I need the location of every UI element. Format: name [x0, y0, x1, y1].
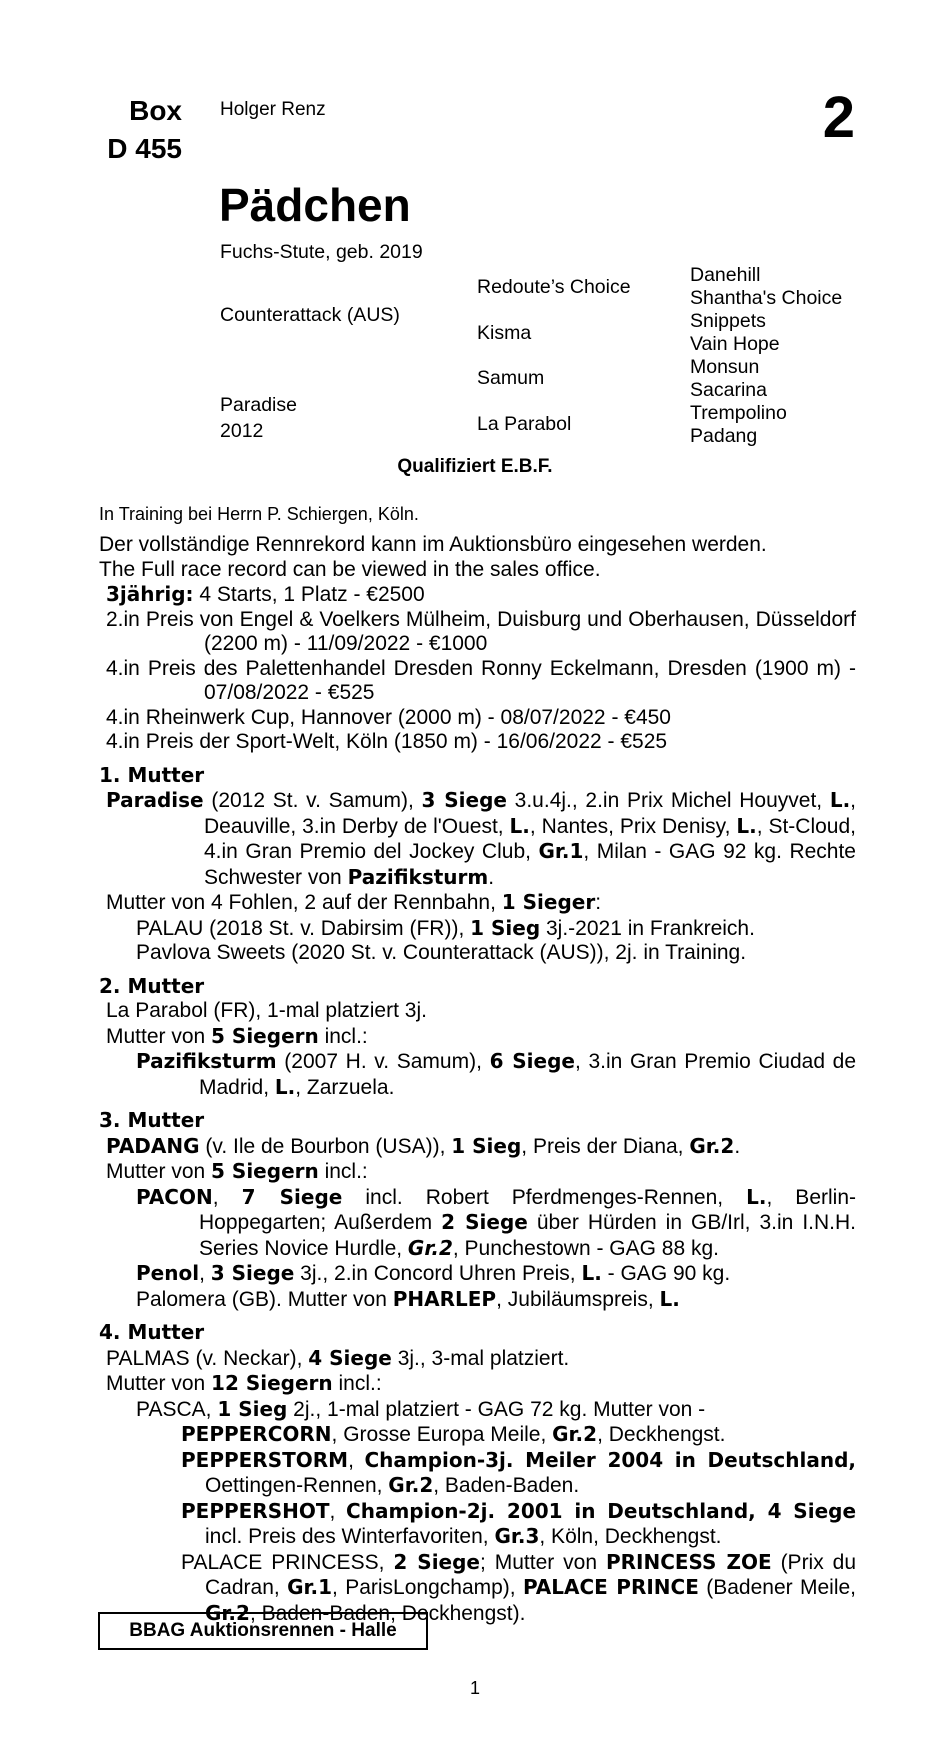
race-entry: 4.in Preis des Palettenhandel Dresden Ronny Eckelmann, Dresden (1900 m) - 07/08/2022 - €525	[106, 656, 856, 704]
dam3-heading: 3. Mutter	[99, 1108, 205, 1132]
dam4-heading: 4. Mutter	[99, 1320, 205, 1344]
pedigree-sire-dam: Kisma	[477, 322, 532, 344]
dam4-foals: Mutter von 12 Siegern incl.:	[106, 1371, 382, 1395]
qualification: Qualifiziert E.B.F.	[397, 456, 553, 477]
pedigree-dam-dam: La Parabol	[477, 413, 572, 435]
pedigree-ggp-1: Danehill	[690, 264, 761, 286]
dam2-record: La Parabol (FR), 1-mal platziert 3j.	[106, 999, 427, 1022]
pedigree-sire-sire: Redoute’s Choice	[477, 276, 631, 298]
dam4-grand-offspring: PALACE PRINCESS, 2 Siege; Mutter von PRINCESS ZOE (Prix du Cadran, Gr.1, ParisLongchamp), PALACE PRINCE (Badener Meile, Gr.2, Baden-Baden, Deckhengst).	[181, 1549, 856, 1625]
pedigree-ggp-3: Snippets	[690, 310, 766, 332]
dam4-grand-offspring: PEPPERCORN, Grosse Europa Meile, Gr.2, Deckhengst.	[181, 1422, 726, 1446]
dam3-offspring: Palomera (GB). Mutter von PHARLEP, Jubiläumspreis, L.	[136, 1286, 680, 1311]
dam3-foals: Mutter von 5 Siegern incl.:	[106, 1159, 368, 1183]
auction-race-box: BBAG Auktionsrennen - Halle	[98, 1612, 428, 1650]
dam3-offspring: PACON, 7 Siege incl. Robert Pferdmenges-Rennen, L., Berlin-Hoppegarten; Außerdem 2 Siege über Hürden in GB/Irl, 3.in I.N.H. Series Novice Hurdle, Gr.2, Punchestown - GAG 88 kg.	[136, 1184, 856, 1260]
box-number: D 455	[107, 133, 182, 164]
racing-summary: 3jährig: 4 Starts, 1 Platz - €2500	[106, 582, 425, 606]
pedigree-dam-sire: Samum	[477, 367, 545, 389]
training-note: In Training bei Herrn P. Schiergen, Köln.	[99, 504, 419, 524]
pedigree-sire: Counterattack (AUS)	[220, 304, 400, 326]
pedigree-ggp-8: Padang	[690, 425, 758, 447]
race-entry: 4.in Preis der Sport-Welt, Köln (1850 m) - 16/06/2022 - €525	[106, 730, 668, 753]
pedigree-ggp-5: Monsun	[690, 356, 760, 378]
dam1-foals: Mutter von 4 Fohlen, 2 auf der Rennbahn, 1 Sieger:	[106, 890, 602, 914]
dam4-offspring: PASCA, 1 Sieg 2j., 1-mal platziert - GAG 72 kg. Mutter von -	[136, 1396, 706, 1421]
seller-name: Holger Renz	[220, 99, 326, 120]
horse-name: Pädchen	[219, 179, 411, 231]
pedigree-dam-year: 2012	[220, 420, 264, 442]
race-entry: 4.in Rheinwerk Cup, Hannover (2000 m) - 08/07/2022 - €450	[106, 705, 671, 729]
race-entry: 2.in Preis von Engel & Voelkers Mülheim, Duisburg und Oberhausen, Düsseldorf (2200 m) - 11/09/2022 - €1000	[106, 607, 856, 655]
dam2-foals: Mutter von 5 Siegern incl.:	[106, 1023, 368, 1048]
dam4-grand-offspring: PEPPERSTORM, Champion-3j. Meiler 2004 in Deutschland, Oettingen-Rennen, Gr.2, Baden-Baden.	[181, 1447, 856, 1497]
catalogue-body	[99, 533, 856, 1626]
dam4-record: PALMAS (v. Neckar), 4 Siege 3j., 3-mal platziert.	[106, 1345, 570, 1370]
pedigree-ggp-4: Vain Hope	[690, 333, 780, 355]
pedigree-ggp-2: Shantha's Choice	[690, 287, 843, 309]
box-label: Box	[129, 95, 182, 126]
dam1-heading: 1. Mutter	[99, 762, 205, 787]
dam3-offspring: Penol, 3 Siege 3j., 2.in Concord Uhren Preis, L. - GAG 90 kg.	[136, 1261, 731, 1285]
record-note-de: Der vollständige Rennrekord kann im Auktionsbüro eingesehen werden.	[99, 533, 767, 556]
pedigree-dam: Paradise	[220, 394, 297, 416]
dam4-grand-offspring: PEPPERSHOT, Champion-2j. 2001 in Deutschland, 4 Siege incl. Preis des Winterfavoriten, Gr.3, Köln, Deckhengst.	[181, 1498, 857, 1548]
dam3-record: PADANG (v. Ile de Bourbon (USA)), 1 Sieg, Preis der Diana, Gr.2.	[106, 1133, 741, 1158]
dam1-offspring: Pavlova Sweets (2020 St. v. Counterattack (AUS)), 2j. in Training.	[136, 941, 747, 964]
record-note-en: The Full race record can be viewed in the sales office.	[99, 557, 601, 581]
dam2-offspring: Pazifiksturm (2007 H. v. Samum), 6 Siege, 3.in Gran Premio Ciudad de Madrid, L., Zarzuela.	[136, 1049, 856, 1099]
dam1-offspring: PALAU (2018 St. v. Dabirsim (FR)), 1 Sieg 3j.-2021 in Frankreich.	[136, 915, 755, 940]
page-number: 1	[469, 1678, 480, 1698]
horse-description: Fuchs-Stute, geb. 2019	[220, 241, 423, 263]
dam1-record: Paradise (2012 St. v. Samum), 3 Siege 3.u.4j., 2.in Prix Michel Houyvet, L., Deauville, 3.in Derby de l'Ouest, L., Nantes, Prix Denisy, L., St-Cloud, 4.in Gran Premio del Jockey Club, Gr.1, Milan - GAG 92 kg. Rechte Schwester von Pazifiksturm.	[106, 788, 857, 889]
pedigree-ggp-6: Sacarina	[690, 379, 767, 401]
lot-number: 2	[822, 85, 855, 150]
pedigree-ggp-7: Trempolino	[690, 402, 787, 424]
dam2-heading: 2. Mutter	[99, 973, 205, 998]
